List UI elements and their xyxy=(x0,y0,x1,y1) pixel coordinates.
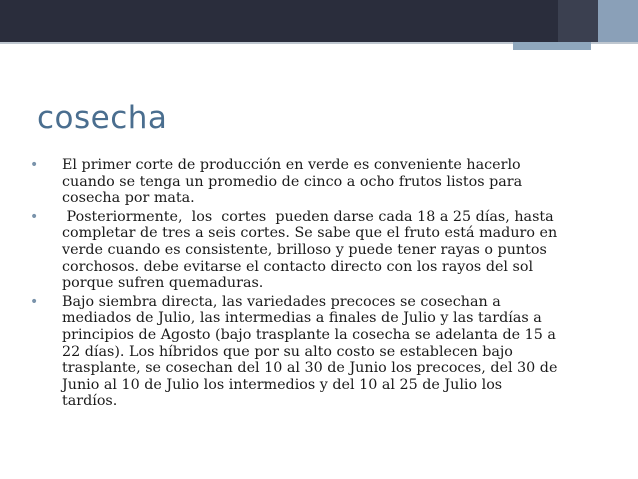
bullet-line: corchosos. debe evitarse el contacto directo con los rayos del sol xyxy=(62,258,534,275)
bullet-list xyxy=(26,157,606,412)
bullet-icon: • xyxy=(30,208,39,225)
bullet-line: 22 días). Los híbridos que por su alto costo se establecen bajo xyxy=(62,343,513,360)
header-accent-light xyxy=(598,0,638,42)
bullet-line: trasplante, se cosechan del 10 al 30 de Junio los precoces, del 30 de xyxy=(62,360,558,377)
bullet-item-1 xyxy=(26,157,606,207)
bullet-line: completar de tres a seis cortes. Se sabe que el fruto está maduro en xyxy=(62,225,558,242)
bullet-line: Posteriormente, los cortes pueden darse cada 18 a 25 días, hasta xyxy=(62,208,554,225)
bullet-line: Junio al 10 de Julio los intermedios y del 10 al 25 de Julio los xyxy=(62,376,503,393)
bullet-item-3 xyxy=(26,294,606,410)
header-accent-dark xyxy=(558,0,598,42)
bullet-line: porque sufren quemaduras. xyxy=(62,275,264,292)
slide-title: cosecha xyxy=(37,100,168,136)
bullet-line: mediados de Julio, las intermedias a finales de Julio y las tardías a xyxy=(62,310,542,327)
bullet-icon: • xyxy=(30,293,39,310)
bullet-line: principios de Agosto (bajo trasplante la cosecha se adelanta de 15 a xyxy=(62,326,556,343)
bullet-line: Bajo siembra directa, las variedades precoces se cosechan a xyxy=(62,293,501,310)
accent-tab xyxy=(513,42,591,50)
bullet-line: tardíos. xyxy=(62,393,118,410)
bullet-icon: • xyxy=(30,157,39,173)
bullet-line: cosecha por mata. xyxy=(62,190,195,207)
bullet-line: cuando se tenga un promedio de cinco a ocho frutos listos para xyxy=(62,173,523,190)
header-band xyxy=(0,0,638,42)
bullet-item-2 xyxy=(26,209,606,292)
bullet-line: El primer corte de producción en verde es conveniente hacerlo xyxy=(62,157,521,173)
bullet-line: verde cuando es consistente, brilloso y puede tener rayas o puntos xyxy=(62,241,547,258)
